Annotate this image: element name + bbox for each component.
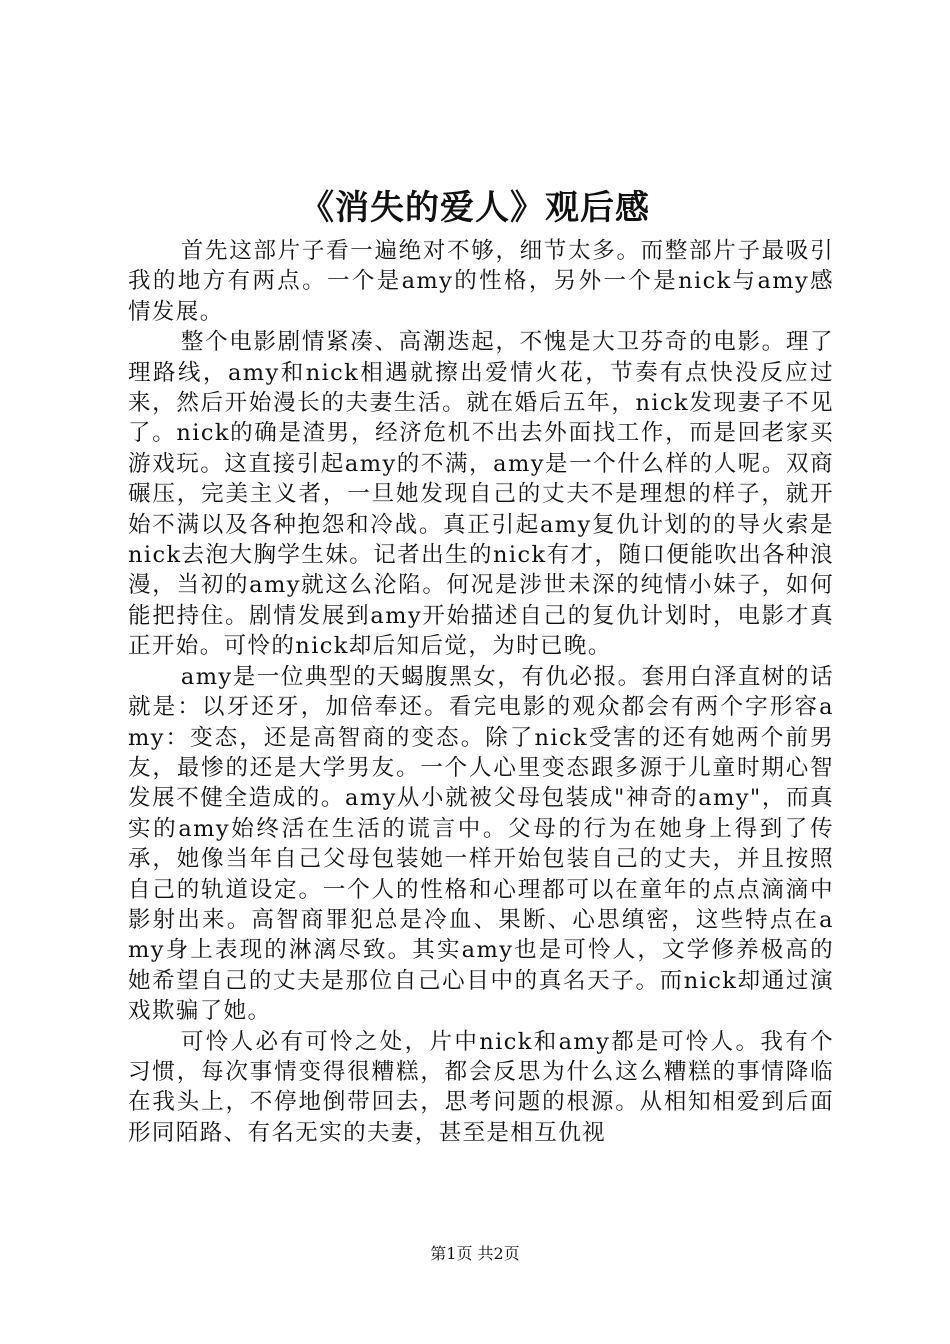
paragraph-2: 整个电影剧情紧凑、高潮迭起，不愧是大卫芬奇的电影。理了理路线，amy和nick相遇就擦出爱情火花，节奏有点快没反应过来，然后开始漫长的夫妻生活。就在婚后五年，nick发现妻子不见了。nick的确是渣男，经济危机不出去外面找工作，而是回老家买游戏玩。这直接引起amy的不满，amy是一个什么样的人呢。双商碾压，完美主义者，一旦她发现自己的丈夫不是理想的样子，就开始不满以及各种抱怨和冷战。真正引起amy复仇计划的的导火索是nick去泡大胸学生妹。记者出生的nick有才，随口便能吹出各种浪漫，当初的amy就这么沦陷。何况是涉世未深的纯情小妹子，如何能把持住。剧情发展到amy开始描述自己的复仇计划时，电影才真正开始。可怜的nick却后知后觉，为时已晚。 <box>128 329 834 660</box>
page-number-footer: 第1页 共2页 <box>430 1244 520 1263</box>
paragraph-1: 首先这部片子看一遍绝对不够，细节太多。而整部片子最吸引我的地方有两点。一个是amy的性格，另外一个是nick与amy感情发展。 <box>128 238 834 325</box>
document-body <box>128 236 834 1148</box>
paragraph-3: amy是一位典型的天蝎腹黑女，有仇必报。套用白泽直树的话就是：以牙还牙，加倍奉还。看完电影的观众都会有两个字形容amy：变态，还是高智商的变态。除了nick受害的还有她两个前男友，最惨的还是大学男友。一个人心里变态跟多源于儿童时期心智发展不健全造成的。amy从小就被父母包装成"神奇的amy"，而真实的amy始终活在生活的谎言中。父母的行为在她身上得到了传承，她像当年自己父母包装她一样开始包装自己的丈夫，并且按照自己的轨道设定。一个人的性格和心理都可以在童年的点点滴滴中影射出来。高智商罪犯总是冷血、果断、心思缜密，这些特点在amy身上表现的淋漓尽致。其实amy也是可怜人，文学修养极高的她希望自己的丈夫是那位自己心目中的真名天子。而nick却通过演戏欺骗了她。 <box>128 663 834 1025</box>
page-title: 《消失的爱人》观后感 <box>300 188 650 228</box>
paragraph-4: 可怜人必有可怜之处，片中nick和amy都是可怜人。我有个习惯，每次事情变得很糟糕，都会反思为什么这么糟糕的事情降临在我头上，不停地倒带回去，思考问题的根源。从相知相爱到后面形同陌路、有名无实的夫妻，甚至是相互仇视 <box>128 1028 834 1146</box>
